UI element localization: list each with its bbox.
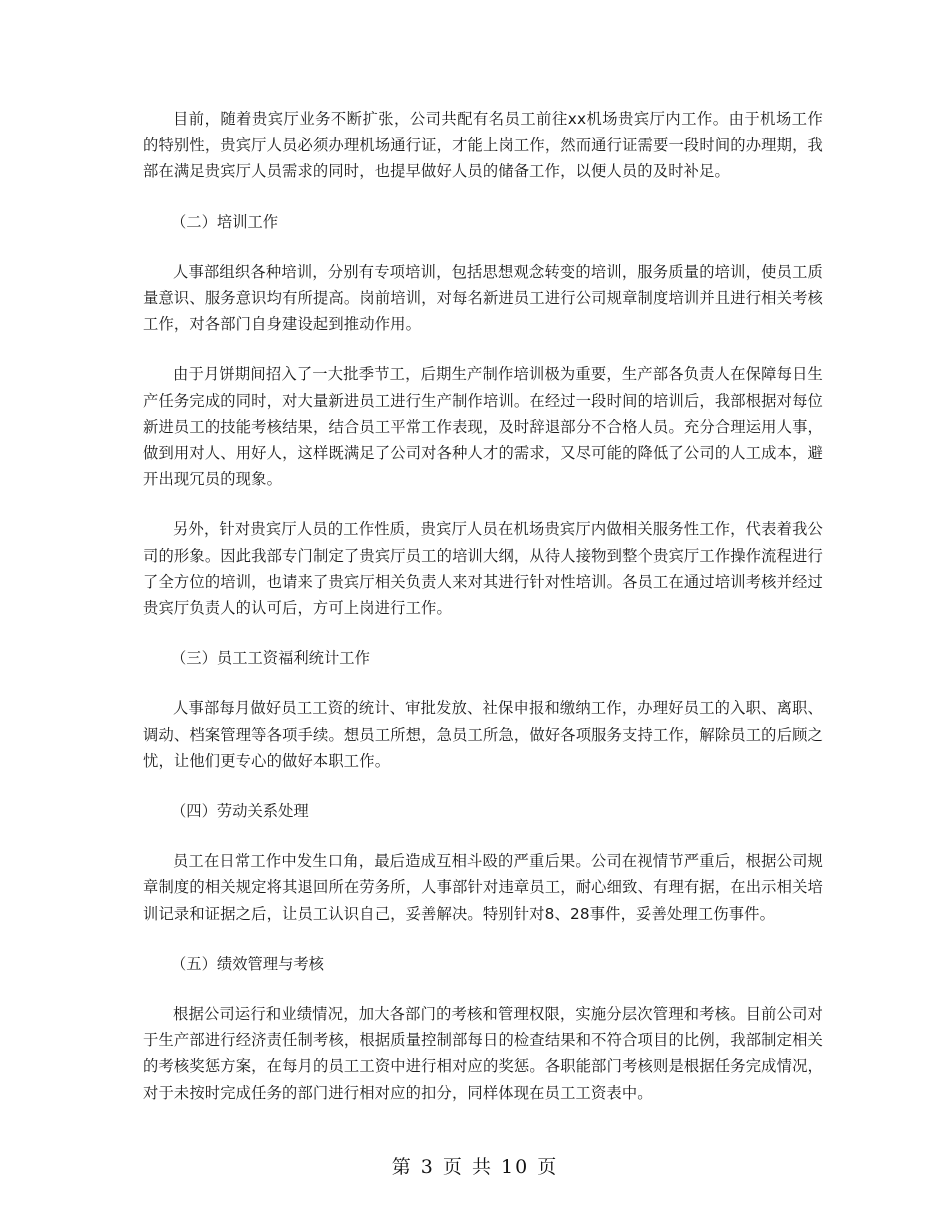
page-number-footer: 第 3 页 共 10 页 [391,1156,559,1178]
section-heading-training: （二）培训工作 [171,212,279,231]
section-heading-labor-relations: （四）劳动关系处理 [171,802,309,821]
paragraph-labor-relations: 员工在日常工作中发生口角，最后造成互相斗殴的严重后果。公司在视情节严重后，根据公司规章制度的相关规定将其退回所在劳务所，人事部针对违章员工，耐心细致、有理有据，在出示相关培训记录和证据之后，让员工认识自己，妥善解决。特别针对8、28事件，妥善处理工伤事件。 [143,852,823,923]
document-body [143,106,823,1130]
section-heading-performance: （五）绩效管理与考核 [171,954,324,973]
paragraph-guest-lounge-training: 另外，针对贵宾厅人员的工作性质，贵宾厅人员在机场贵宾厅内做相关服务性工作，代表着我公司的形象。因此我部专门制定了贵宾厅员工的培训大纲，从待人接物到整个贵宾厅工作操作流程进行了全方位的培训，也请来了贵宾厅相关负责人来对其进行针对性培训。各员工在通过培训考核并经过贵宾厅负责人的认可后，方可上岗进行工作。 [143,520,823,618]
paragraph-training-overview: 人事部组织各种培训，分别有专项培训，包括思想观念转变的培训，服务质量的培训，使员工质量意识、服务意识均有所提高。岗前培训，对每名新进员工进行公司规章制度培训并且进行相关考核工作，对各部门自身建设起到推动作用。 [143,262,823,334]
paragraph-performance: 根据公司运行和业绩情况，加大各部门的考核和管理权限，实施分层次管理和考核。目前公司对于生产部进行经济责任制考核，根据质量控制部每日的检查结果和不符合项目的比例，我部制定相关的考核奖惩方案，在每月的员工工资中进行相对应的奖惩。各职能部门考核则是根据任务完成情况，对于未按时完成任务的部门进行相对应的扣分，同样体现在员工工资表中。 [143,1005,823,1102]
paragraph-guest-lounge-staffing: 目前，随着贵宾厅业务不断扩张，公司共配有名员工前往xx机场贵宾厅内工作。由于机场工作的特别性，贵宾厅人员必须办理机场通行证，才能上岗工作，然而通行证需要一段时间的办理期，我部在满足贵宾厅人员需求的同时，也提早做好人员的储备工作，以便人员的及时补足。 [143,110,823,181]
paragraph-seasonal-worker-training: 由于月饼期间招入了一大批季节工，后期生产制作培训极为重要，生产部各负责人在保障每日生产任务完成的同时，对大量新进员工进行生产制作培训。在经过一段时间的培训后，我部根据对每位新进员工的技能考核结果，结合员工平常工作表现，及时辞退部分不合格人员。充分合理运用人事，做到用对人、用好人，这样既满足了公司对各种人才的需求，又尽可能的降低了公司的人工成本，避开出现冗员的现象。 [143,365,823,489]
paragraph-payroll: 人事部每月做好员工工资的统计、审批发放、社保申报和缴纳工作，办理好员工的入职、离职、调动、档案管理等各项手续。想员工所想，急员工所急，做好各项服务支持工作，解除员工的后顾之忧，让他们更专心的做好本职工作。 [143,699,823,770]
section-heading-payroll: （三）员工工资福利统计工作 [171,649,370,668]
